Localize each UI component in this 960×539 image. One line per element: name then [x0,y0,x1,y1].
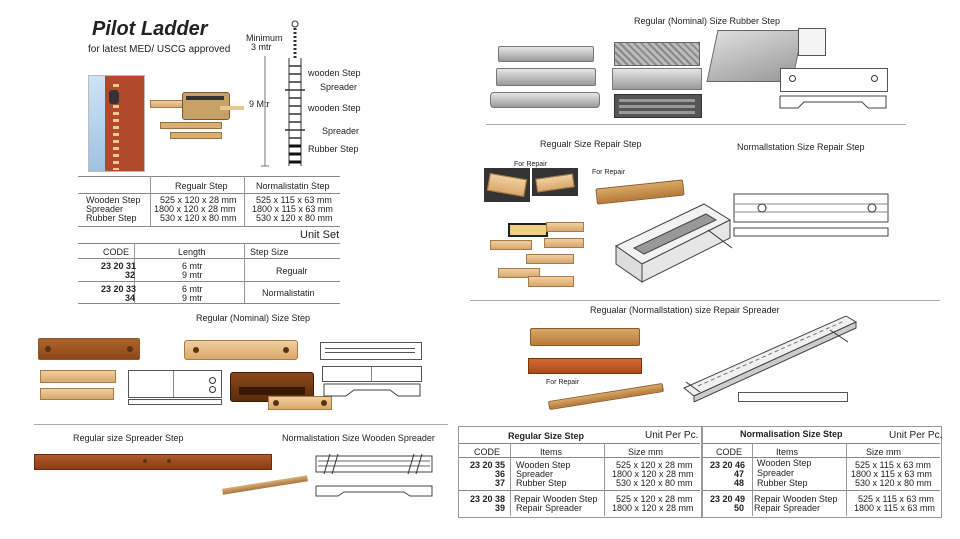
step-table-item: Wooden Step [86,195,141,205]
section-title-rubber-step: Regular (Nominal) Size Rubber Step [634,16,781,26]
regular-table-item: Spreader [516,469,554,479]
unit-set-length: 6 mtr [182,284,203,294]
normal-table-size: 1800 x 115 x 63 mm [851,469,932,479]
step-table-header-regular: Regualr Step [175,181,228,191]
for-repair-label: For Repair [546,379,580,386]
regular-table-item: Wooden Step [516,460,571,470]
length-label: 9 Mtr [249,99,270,109]
spreader-drawing [314,452,434,502]
spreader-photo [34,454,272,470]
rubber-step-photo [490,92,600,108]
normal-table-code: 50 [734,503,745,513]
rubber-step-drawing [778,94,888,114]
unit-set-header-step-size: Step Size [250,247,289,257]
step-table-normal-size: 525 x 115 x 63 mm [256,195,332,205]
diagram-label-spreader-2: Spreader [322,126,360,136]
repair-step-photo [484,168,530,202]
unit-set-size: Normalistatin [262,288,315,298]
repair-step-photo [532,168,578,196]
regular-table-code: 23 20 35 [470,460,506,470]
rubber-step-drawing [798,28,826,56]
section-title-spreader-step: Regular size Spreader Step [73,433,184,443]
section-title-repair-spreader: Regualar (Normallstation) size Repair Spreader [590,305,780,315]
regular-table-item: Repair Wooden Step [514,494,598,504]
normal-table-header-size: Size mm [866,447,902,457]
minimum-label: Minimum [246,33,283,43]
repair-step-photo [508,223,548,237]
normal-table-code: 23 20 46 [710,460,746,470]
normal-table-unit: Unit Per Pc. [889,430,943,441]
step-table-regular-size: 525 x 120 x 28 mm [160,195,237,205]
unit-set-title: Unit Set [300,229,340,241]
unit-set-code: 23 20 33 [101,284,137,294]
regular-table-size: 530 x 120 x 80 mm [616,478,693,488]
unit-set-length: 6 mtr [182,261,203,271]
unit-set-size: Regualr [276,266,308,276]
unit-set-code: 23 20 31 [101,261,137,271]
rubber-step-photo [496,68,596,86]
normal-table-size: 530 x 120 x 80 mm [855,478,932,488]
page-subtitle: for latest MED/ USCG approved [88,44,231,55]
normal-table-size: 525 x 115 x 63 mm [858,494,934,504]
step-table-header-normal: Normalistatin Step [256,181,330,191]
step-drawing [322,382,422,400]
repair-spreader-photo [530,328,640,346]
regular-table-header-size: Size mm [628,447,664,457]
diagram-label-rubber-step: Rubber Step [308,144,359,154]
regular-table-header-code: CODE [474,447,501,457]
regular-table-code: 39 [495,503,506,513]
rubber-step-photo [614,94,702,118]
wooden-step-photo [40,388,114,400]
normal-table-size: 1800 x 115 x 63 mm [854,503,935,513]
rubber-step-photo [614,42,700,66]
section-title-normal-repair-step: Normallstation Size Repair Step [737,142,865,152]
repair-spreader-drawing [738,392,848,402]
diagram-label-spreader-1: Spreader [320,82,358,92]
normal-table-code: 23 20 49 [710,494,746,504]
step-drawing [320,342,422,360]
repair-spreader-photo [528,358,642,374]
ship-photo [88,75,145,172]
regular-table-size: 1800 x 120 x 28 mm [612,503,694,513]
section-title-regular-step: Regular (Nominal) Size Step [196,313,311,323]
wooden-step-photo [184,340,298,360]
spreader-photo [222,475,308,494]
repair-step-photo [544,238,584,248]
normal-table-title: Normalisation Size Step [740,429,843,439]
rubber-step-photo [612,68,702,90]
normal-table-size: 525 x 115 x 63 mm [855,460,931,470]
unit-set-length: 9 mtr [182,293,203,303]
normal-table-item: Wooden Step [757,458,812,468]
normal-table-code: 48 [734,478,745,488]
normal-table-header-code: CODE [716,447,743,457]
for-repair-label: For Repair [514,161,548,168]
regular-table-header-items: Items [540,447,563,457]
rubber-step-drawing [780,68,888,92]
wooden-step-photo [38,338,140,360]
normal-table-code: 47 [734,469,745,479]
normal-table-item: Repair Spreader [754,503,821,513]
repair-spreader-drawing [680,312,860,402]
step-table-normal-size: 1800 x 115 x 63 mm [252,204,333,214]
step-table-item: Rubber Step [86,213,137,223]
step-table-regular-size: 530 x 120 x 80 mm [160,213,237,223]
wooden-step-photo [40,370,116,383]
repair-step-photo [528,276,574,287]
for-repair-label: For Repair [592,169,626,176]
ladder-diagram [255,18,315,170]
step-drawing [128,370,222,398]
step-drawing [322,366,422,382]
section-title-normal-wooden-spreader: Normalistation Size Wooden Spreader [282,433,435,443]
regular-table-code: 36 [495,469,506,479]
rubber-step-photo [498,46,594,62]
step-drawing [128,399,222,405]
step-table-item: Spreader [86,204,124,214]
regular-table-item: Repair Spreader [516,503,583,513]
repair-step-photo [490,240,532,250]
regular-table-item: Rubber Step [516,478,567,488]
regular-table-code: 23 20 38 [470,494,506,504]
unit-set-header-length: Length [178,247,206,257]
unit-set-code: 32 [125,270,136,280]
section-title-repair-step: Regualr Size Repair Step [540,139,642,149]
regular-table-size: 1800 x 120 x 28 mm [612,469,694,479]
pilot-ladder-photo [150,88,238,150]
unit-set-header-code: CODE [103,247,130,257]
normal-table-header-items: Items [776,447,799,457]
diagram-label-wooden-step-2: wooden Step [308,103,361,113]
minimum-value: 3 mtr [251,42,272,52]
normal-table-item: Rubber Step [757,478,808,488]
normal-table-item: Repair Wooden Step [754,494,838,504]
regular-table-size: 525 x 120 x 28 mm [616,460,693,470]
repair-step-drawing [732,190,892,240]
unit-set-code: 34 [125,293,136,303]
page-title: Pilot Ladder [92,18,208,40]
regular-table-title: Regular Size Step [508,431,585,441]
regular-table-unit: Unit Per Pc. [645,430,699,441]
repair-step-drawing [612,200,734,286]
repair-step-photo [526,254,574,264]
regular-table-size: 525 x 120 x 28 mm [616,494,693,504]
normal-table-item: Spreader [757,468,795,478]
step-table-regular-size: 1800 x 120 x 28 mm [154,204,236,214]
regular-table-code: 37 [495,478,506,488]
diagram-label-wooden-step-1: wooden Step [308,68,361,78]
repair-step-photo [546,222,584,232]
unit-set-length: 9 mtr [182,270,203,280]
step-table-normal-size: 530 x 120 x 80 mm [256,213,333,223]
